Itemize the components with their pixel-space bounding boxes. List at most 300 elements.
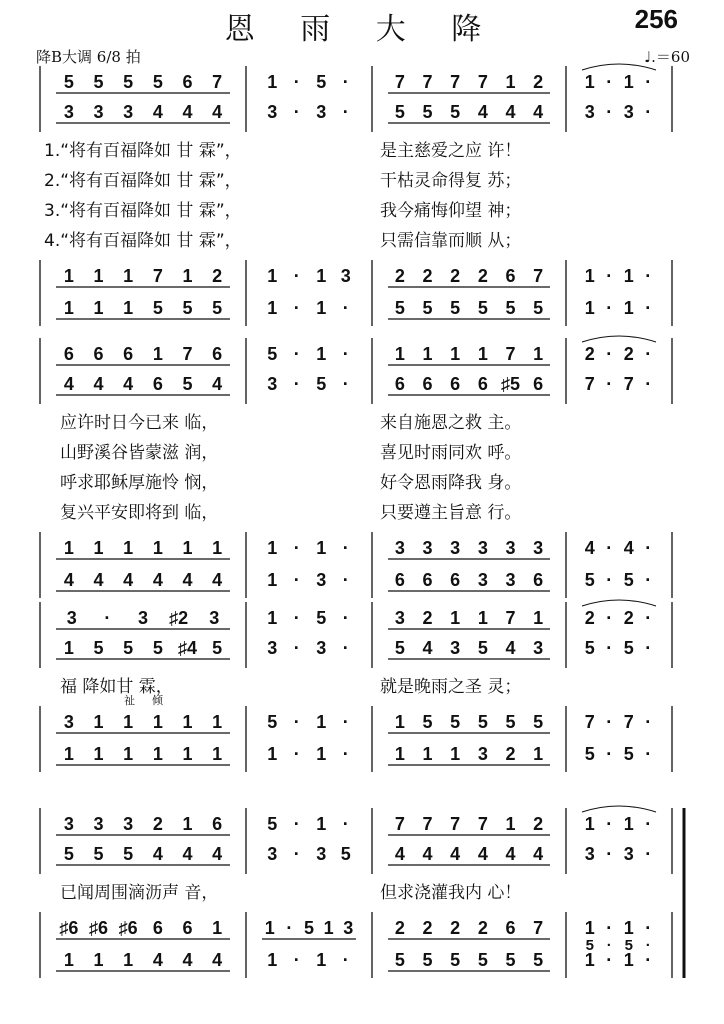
soprano-note: 1 — [505, 814, 516, 834]
alto-note: 5 — [93, 638, 104, 658]
tenor-note: 3 — [477, 538, 488, 558]
bass-note: · — [293, 298, 300, 318]
soprano-note: 7 — [182, 344, 193, 364]
tenor-note: 2 — [394, 918, 405, 938]
alto-note: · — [293, 844, 300, 864]
bass-note: 1 — [450, 744, 461, 764]
tenor-note: · — [293, 538, 300, 558]
tenor-note: · — [342, 538, 349, 558]
bass-note: 6 — [533, 570, 544, 590]
bass-note: 4 — [152, 570, 163, 590]
soprano-note: 1 — [450, 344, 461, 364]
tenor-note: 3 — [63, 712, 74, 732]
alto-note: 4 — [505, 844, 516, 864]
tenor-note: 5 — [450, 712, 461, 732]
alto-note: 3 — [63, 102, 74, 122]
bass-note: · — [293, 744, 300, 764]
soprano-note: 5 — [63, 72, 74, 92]
bass-note: · — [342, 570, 349, 590]
lyric-line-b: 是主慈爱之应 许！ — [380, 141, 522, 161]
bass-note: · — [606, 570, 613, 590]
alto-note: · — [606, 844, 613, 864]
alto-note: 5 — [123, 844, 134, 864]
alto-note: · — [606, 638, 613, 658]
key-meter-label: 降B大调 6/8 拍 — [36, 48, 141, 66]
bass-note: 4 — [93, 570, 104, 590]
alto-note: · — [606, 102, 613, 122]
tenor-note: 1 — [316, 712, 327, 732]
tenor-note: 2 — [394, 266, 405, 286]
tenor-note: 1 — [93, 712, 104, 732]
tenor-note: 1 — [316, 538, 327, 558]
tenor-note: 7 — [152, 266, 163, 286]
alto-note: ♯4 — [177, 638, 198, 658]
alto-note: 5 — [394, 638, 405, 658]
alto-note: 6 — [394, 374, 405, 394]
tenor-note: ♯6 — [59, 918, 79, 938]
alto-note: 4 — [394, 844, 405, 864]
bass-note: 5 — [152, 298, 163, 318]
bass-note: 3 — [316, 570, 327, 590]
bass-note: · — [645, 298, 652, 318]
tenor-note: 2 — [450, 266, 461, 286]
lyric-line-a: 已闻周围滴沥声 音， — [60, 883, 219, 903]
tenor-note: 4 — [584, 538, 595, 558]
alto-note: · — [606, 374, 613, 394]
alto-note: 5 — [316, 374, 327, 394]
bass-note: 4 — [212, 570, 223, 590]
bass-note: · — [342, 744, 349, 764]
tenor-note: · — [293, 266, 300, 286]
bass-note: 1 — [123, 744, 134, 764]
bass-note: 4 — [212, 950, 223, 970]
soprano-note: 1 — [505, 72, 516, 92]
bass-note: 1 — [422, 744, 433, 764]
alto-note: 3 — [623, 102, 634, 122]
tenor-note: 1 — [264, 918, 275, 938]
soprano-note: · — [104, 608, 111, 628]
tenor-note: 1 — [152, 538, 163, 558]
tenor-note: 2 — [422, 266, 433, 286]
lyric-line-b: 来自施恩之救 主。 — [380, 413, 522, 433]
soprano-note: 2 — [623, 608, 634, 628]
tenor-note: 5 — [533, 712, 544, 732]
bass-note: 5 — [533, 298, 544, 318]
tenor-note: 1 — [182, 712, 193, 732]
alto-note: 4 — [533, 844, 544, 864]
soprano-note: · — [342, 608, 349, 628]
lyric-line-a: 1.“将有百福降如 甘 霖”， — [44, 141, 242, 161]
bass-note: 6 — [450, 570, 461, 590]
soprano-note: · — [606, 814, 613, 834]
bass-note: · — [342, 950, 349, 970]
alto-note: 3 — [123, 102, 134, 122]
soprano-note: 2 — [584, 344, 595, 364]
bass-note: · — [606, 744, 613, 764]
alto-note: 6 — [422, 374, 433, 394]
tenor-note: 5 — [477, 712, 488, 732]
soprano-note: 1 — [477, 608, 488, 628]
alto-note: 5 — [394, 102, 405, 122]
alto-note: 5 — [584, 638, 595, 658]
soprano-note: 3 — [209, 608, 220, 628]
tenor-note: 1 — [123, 538, 134, 558]
tenor-note: 2 — [422, 918, 433, 938]
alto-note: 4 — [182, 102, 193, 122]
tenor-note: 4 — [623, 538, 634, 558]
soprano-note: 5 — [123, 72, 134, 92]
bass-note: 5 — [450, 950, 461, 970]
alto-note: 5 — [212, 638, 223, 658]
alto-note: · — [645, 844, 652, 864]
bass-note: · — [645, 950, 652, 970]
bass-note: 5 — [394, 298, 405, 318]
tenor-note: 7 — [623, 712, 634, 732]
bass-note: 3 — [477, 744, 488, 764]
alto-note: 5 — [93, 844, 104, 864]
tenor-note: · — [645, 266, 652, 286]
tenor-note: · — [293, 712, 300, 732]
soprano-note: 3 — [93, 814, 104, 834]
bass-note: 5 — [623, 570, 634, 590]
bass-note: 5 — [533, 950, 544, 970]
soprano-note: 1 — [584, 814, 595, 834]
alto-note: 6 — [477, 374, 488, 394]
bass-note: 1 — [267, 570, 278, 590]
soprano-note: 7 — [477, 72, 488, 92]
bass-note: 1 — [93, 298, 104, 318]
lyric-line-a: 复兴平安即将到 临， — [60, 503, 219, 523]
tenor-note: 1 — [584, 266, 595, 286]
bass-note: 1 — [623, 298, 634, 318]
soprano-note: 2 — [422, 608, 433, 628]
soprano-note: 3 — [137, 608, 149, 628]
tenor-note: 1 — [152, 712, 163, 732]
bass-note: · — [606, 950, 613, 970]
soprano-note: · — [342, 344, 349, 364]
alto-note: 5 — [422, 102, 433, 122]
bass-note: · — [645, 744, 652, 764]
bass-note: 1 — [93, 950, 104, 970]
soprano-note: 6 — [123, 344, 134, 364]
soprano-note: 7 — [477, 814, 488, 834]
soprano-note: 2 — [533, 72, 544, 92]
soprano-note: 1 — [533, 344, 544, 364]
tenor-note: 1 — [123, 266, 134, 286]
alto-note: 4 — [477, 102, 488, 122]
tenor-note: 2 — [450, 918, 461, 938]
soprano-note: 6 — [93, 344, 104, 364]
alto-note: 3 — [267, 638, 278, 658]
soprano-note: 6 — [63, 344, 74, 364]
soprano-note: 2 — [533, 814, 544, 834]
soprano-note: · — [645, 344, 652, 364]
lyric-line-a: 2.“将有百福降如 甘 霖”， — [44, 171, 242, 191]
soprano-note: 3 — [123, 814, 134, 834]
tenor-note: · — [286, 918, 293, 938]
soprano-note: 1 — [316, 814, 327, 834]
tenor-note: 1 — [584, 918, 595, 938]
lyric-line-b: 喜见时雨同欢 呼。 — [380, 443, 522, 463]
lyric-line-b: 只要遵主旨意 行。 — [380, 503, 522, 523]
alto-note: 4 — [212, 102, 223, 122]
tenor-extra-note: 5 — [624, 937, 633, 954]
soprano-note: · — [645, 72, 652, 92]
lyric-line-a: 山野溪谷皆蒙滋 润， — [60, 443, 219, 463]
alto-note: 5 — [123, 638, 134, 658]
soprano-note: · — [645, 608, 652, 628]
lyric-line-b: 好令恩雨降我 身。 — [380, 473, 522, 493]
alto-note: 4 — [450, 844, 461, 864]
alto-note: · — [293, 374, 300, 394]
alto-note: 3 — [450, 638, 461, 658]
alto-note: 4 — [63, 374, 74, 394]
alto-note: 4 — [152, 102, 163, 122]
soprano-note: 7 — [422, 814, 433, 834]
tenor-note: 1 — [212, 918, 223, 938]
bass-note: 5 — [182, 298, 193, 318]
alto-note: 4 — [182, 844, 193, 864]
lyric-small: 倾 — [152, 694, 163, 707]
tenor-note: 2 — [212, 266, 223, 286]
lyric-line-b: 我今痛悔仰望 神； — [380, 201, 522, 221]
bass-note: 5 — [584, 744, 595, 764]
lyric-small: 祉 — [124, 694, 135, 707]
bass-note: 1 — [316, 950, 327, 970]
lyric-line-b: 但求浇灌我内 心！ — [380, 883, 522, 903]
tenor-note: · — [606, 266, 613, 286]
bass-note: 5 — [505, 950, 516, 970]
soprano-note: · — [293, 72, 300, 92]
alto-note: 3 — [584, 844, 595, 864]
bass-note: 1 — [267, 744, 278, 764]
bass-note: 1 — [63, 744, 74, 764]
tie-arc — [582, 336, 656, 342]
soprano-note: 1 — [422, 344, 433, 364]
tenor-note: 3 — [450, 538, 461, 558]
soprano-note: 5 — [267, 814, 278, 834]
bass-note: 1 — [316, 298, 327, 318]
bass-note: 1 — [63, 298, 74, 318]
bass-note: 4 — [182, 950, 193, 970]
soprano-note: · — [645, 814, 652, 834]
bass-note: 5 — [422, 298, 433, 318]
tenor-note: 1 — [316, 266, 327, 286]
soprano-note: 1 — [623, 814, 634, 834]
alto-note: 1 — [63, 638, 74, 658]
soprano-note: 7 — [505, 344, 516, 364]
tempo-value: ＝60 — [655, 48, 690, 66]
bass-note: 1 — [212, 744, 223, 764]
soprano-note: 6 — [212, 344, 223, 364]
soprano-note: 7 — [394, 814, 405, 834]
alto-note: 4 — [422, 844, 433, 864]
tie-arc — [582, 64, 656, 70]
tenor-note: 6 — [505, 266, 516, 286]
tenor-note: ♯6 — [118, 918, 138, 938]
bass-note: 5 — [477, 298, 488, 318]
tenor-note: 5 — [422, 712, 433, 732]
alto-note: 4 — [212, 844, 223, 864]
soprano-note: · — [342, 814, 349, 834]
alto-note: 4 — [422, 638, 433, 658]
lyric-line-b: 只需信靠而顺 从； — [380, 231, 522, 251]
tenor-note: 5 — [303, 918, 315, 938]
bass-note: 1 — [152, 744, 163, 764]
soprano-note: 1 — [394, 344, 405, 364]
alto-note: 3 — [267, 844, 278, 864]
bass-note: 5 — [505, 298, 516, 318]
bass-note: · — [293, 950, 300, 970]
bass-note: · — [342, 298, 349, 318]
soprano-note: · — [606, 608, 613, 628]
bass-note: 1 — [63, 950, 74, 970]
tenor-note: 2 — [477, 918, 488, 938]
soprano-note: 1 — [584, 72, 595, 92]
soprano-note: 1 — [450, 608, 461, 628]
bass-note: 5 — [477, 950, 488, 970]
tenor-note: 1 — [623, 266, 634, 286]
tenor-note: 1 — [182, 266, 193, 286]
tenor-note: 1 — [623, 918, 634, 938]
alto-note: 4 — [152, 844, 163, 864]
tenor-note: · — [645, 712, 652, 732]
soprano-note: ♯2 — [169, 608, 189, 628]
alto-note: 3 — [584, 102, 595, 122]
bass-note: 1 — [623, 950, 634, 970]
bass-note: 3 — [477, 570, 488, 590]
soprano-note: 5 — [267, 344, 278, 364]
soprano-note: 1 — [152, 344, 163, 364]
alto-note: 5 — [152, 638, 163, 658]
soprano-note: · — [293, 814, 300, 834]
tenor-note: · — [606, 712, 613, 732]
alto-note: 3 — [316, 102, 327, 122]
soprano-note: 6 — [182, 72, 193, 92]
alto-note: · — [342, 374, 349, 394]
alto-note: 3 — [533, 638, 544, 658]
bass-note: · — [293, 570, 300, 590]
soprano-note: 5 — [316, 608, 327, 628]
tenor-note: 1 — [267, 266, 278, 286]
tenor-note: 7 — [533, 266, 544, 286]
bass-note: 5 — [212, 298, 223, 318]
soprano-note: 2 — [152, 814, 163, 834]
alto-note: 3 — [93, 102, 104, 122]
bass-note: 1 — [267, 298, 278, 318]
tenor-extra-note: 5 — [585, 937, 594, 954]
bass-note: · — [645, 570, 652, 590]
tenor-note: 7 — [533, 918, 544, 938]
bass-note: 1 — [316, 744, 327, 764]
alto-note: 4 — [477, 844, 488, 864]
alto-note: 4 — [93, 374, 104, 394]
tenor-note: 6 — [182, 918, 193, 938]
bass-note: 1 — [394, 744, 405, 764]
alto-note: 6 — [533, 374, 544, 394]
bass-note: 5 — [623, 744, 634, 764]
tenor-note: 1 — [267, 538, 278, 558]
tenor-extra-note: · — [606, 937, 612, 954]
soprano-note: 1 — [477, 344, 488, 364]
soprano-note: 6 — [212, 814, 223, 834]
tenor-note: 6 — [152, 918, 163, 938]
lyric-line-a: 福 降如甘 霖， — [60, 677, 173, 697]
alto-note: 3 — [267, 374, 278, 394]
soprano-note: 1 — [623, 72, 634, 92]
alto-note: 5 — [340, 844, 351, 864]
alto-note: 4 — [505, 638, 516, 658]
alto-note: 3 — [316, 638, 327, 658]
tenor-note: · — [645, 918, 652, 938]
tenor-note: 1 — [394, 712, 405, 732]
alto-note: 6 — [450, 374, 461, 394]
tenor-note: 3 — [340, 266, 351, 286]
tenor-note: 3 — [505, 538, 516, 558]
alto-note: · — [342, 102, 349, 122]
bass-note: · — [606, 298, 613, 318]
hymn-title: 恩 雨 大 降 — [224, 12, 500, 47]
tenor-extra-note: · — [645, 937, 651, 954]
bass-note: 6 — [394, 570, 405, 590]
alto-note: 5 — [450, 102, 461, 122]
soprano-note: 7 — [394, 72, 405, 92]
tempo-note-icon: ♩. — [644, 48, 656, 66]
alto-note: 4 — [212, 374, 223, 394]
soprano-note: 5 — [152, 72, 163, 92]
tie-arc — [582, 806, 656, 812]
soprano-note: 2 — [584, 608, 595, 628]
alto-note: 3 — [623, 844, 634, 864]
bass-note: 2 — [505, 744, 516, 764]
bass-note: 6 — [422, 570, 433, 590]
tenor-note: 1 — [93, 266, 104, 286]
hymn-number: 256 — [634, 4, 678, 34]
alto-note: 6 — [152, 374, 163, 394]
alto-note: · — [293, 638, 300, 658]
bass-note: 1 — [267, 950, 278, 970]
bass-note: 1 — [182, 744, 193, 764]
soprano-note: 1 — [267, 72, 278, 92]
tenor-note: 1 — [63, 538, 74, 558]
tenor-note: · — [342, 712, 349, 732]
soprano-note: 7 — [505, 608, 516, 628]
tenor-note: 5 — [267, 712, 278, 732]
tenor-note: · — [606, 918, 613, 938]
bass-note: 5 — [584, 570, 595, 590]
soprano-note: 1 — [267, 608, 278, 628]
alto-note: · — [645, 102, 652, 122]
soprano-note: 7 — [450, 814, 461, 834]
soprano-note: 3 — [63, 814, 74, 834]
soprano-note: 7 — [450, 72, 461, 92]
alto-note: · — [645, 374, 652, 394]
alto-note: 7 — [623, 374, 634, 394]
alto-note: 5 — [477, 638, 488, 658]
tenor-note: 5 — [505, 712, 516, 732]
soprano-note: 7 — [212, 72, 223, 92]
alto-note: · — [645, 638, 652, 658]
alto-note: 4 — [505, 102, 516, 122]
alto-note: · — [293, 102, 300, 122]
bass-note: 1 — [584, 298, 595, 318]
tenor-note: 7 — [584, 712, 595, 732]
lyric-line-a: 4.“将有百福降如 甘 霖”， — [44, 231, 242, 251]
lyric-line-b: 干枯灵命得复 苏； — [380, 171, 522, 191]
tenor-note: · — [606, 538, 613, 558]
bass-note: 3 — [505, 570, 516, 590]
tenor-note: 1 — [63, 266, 74, 286]
